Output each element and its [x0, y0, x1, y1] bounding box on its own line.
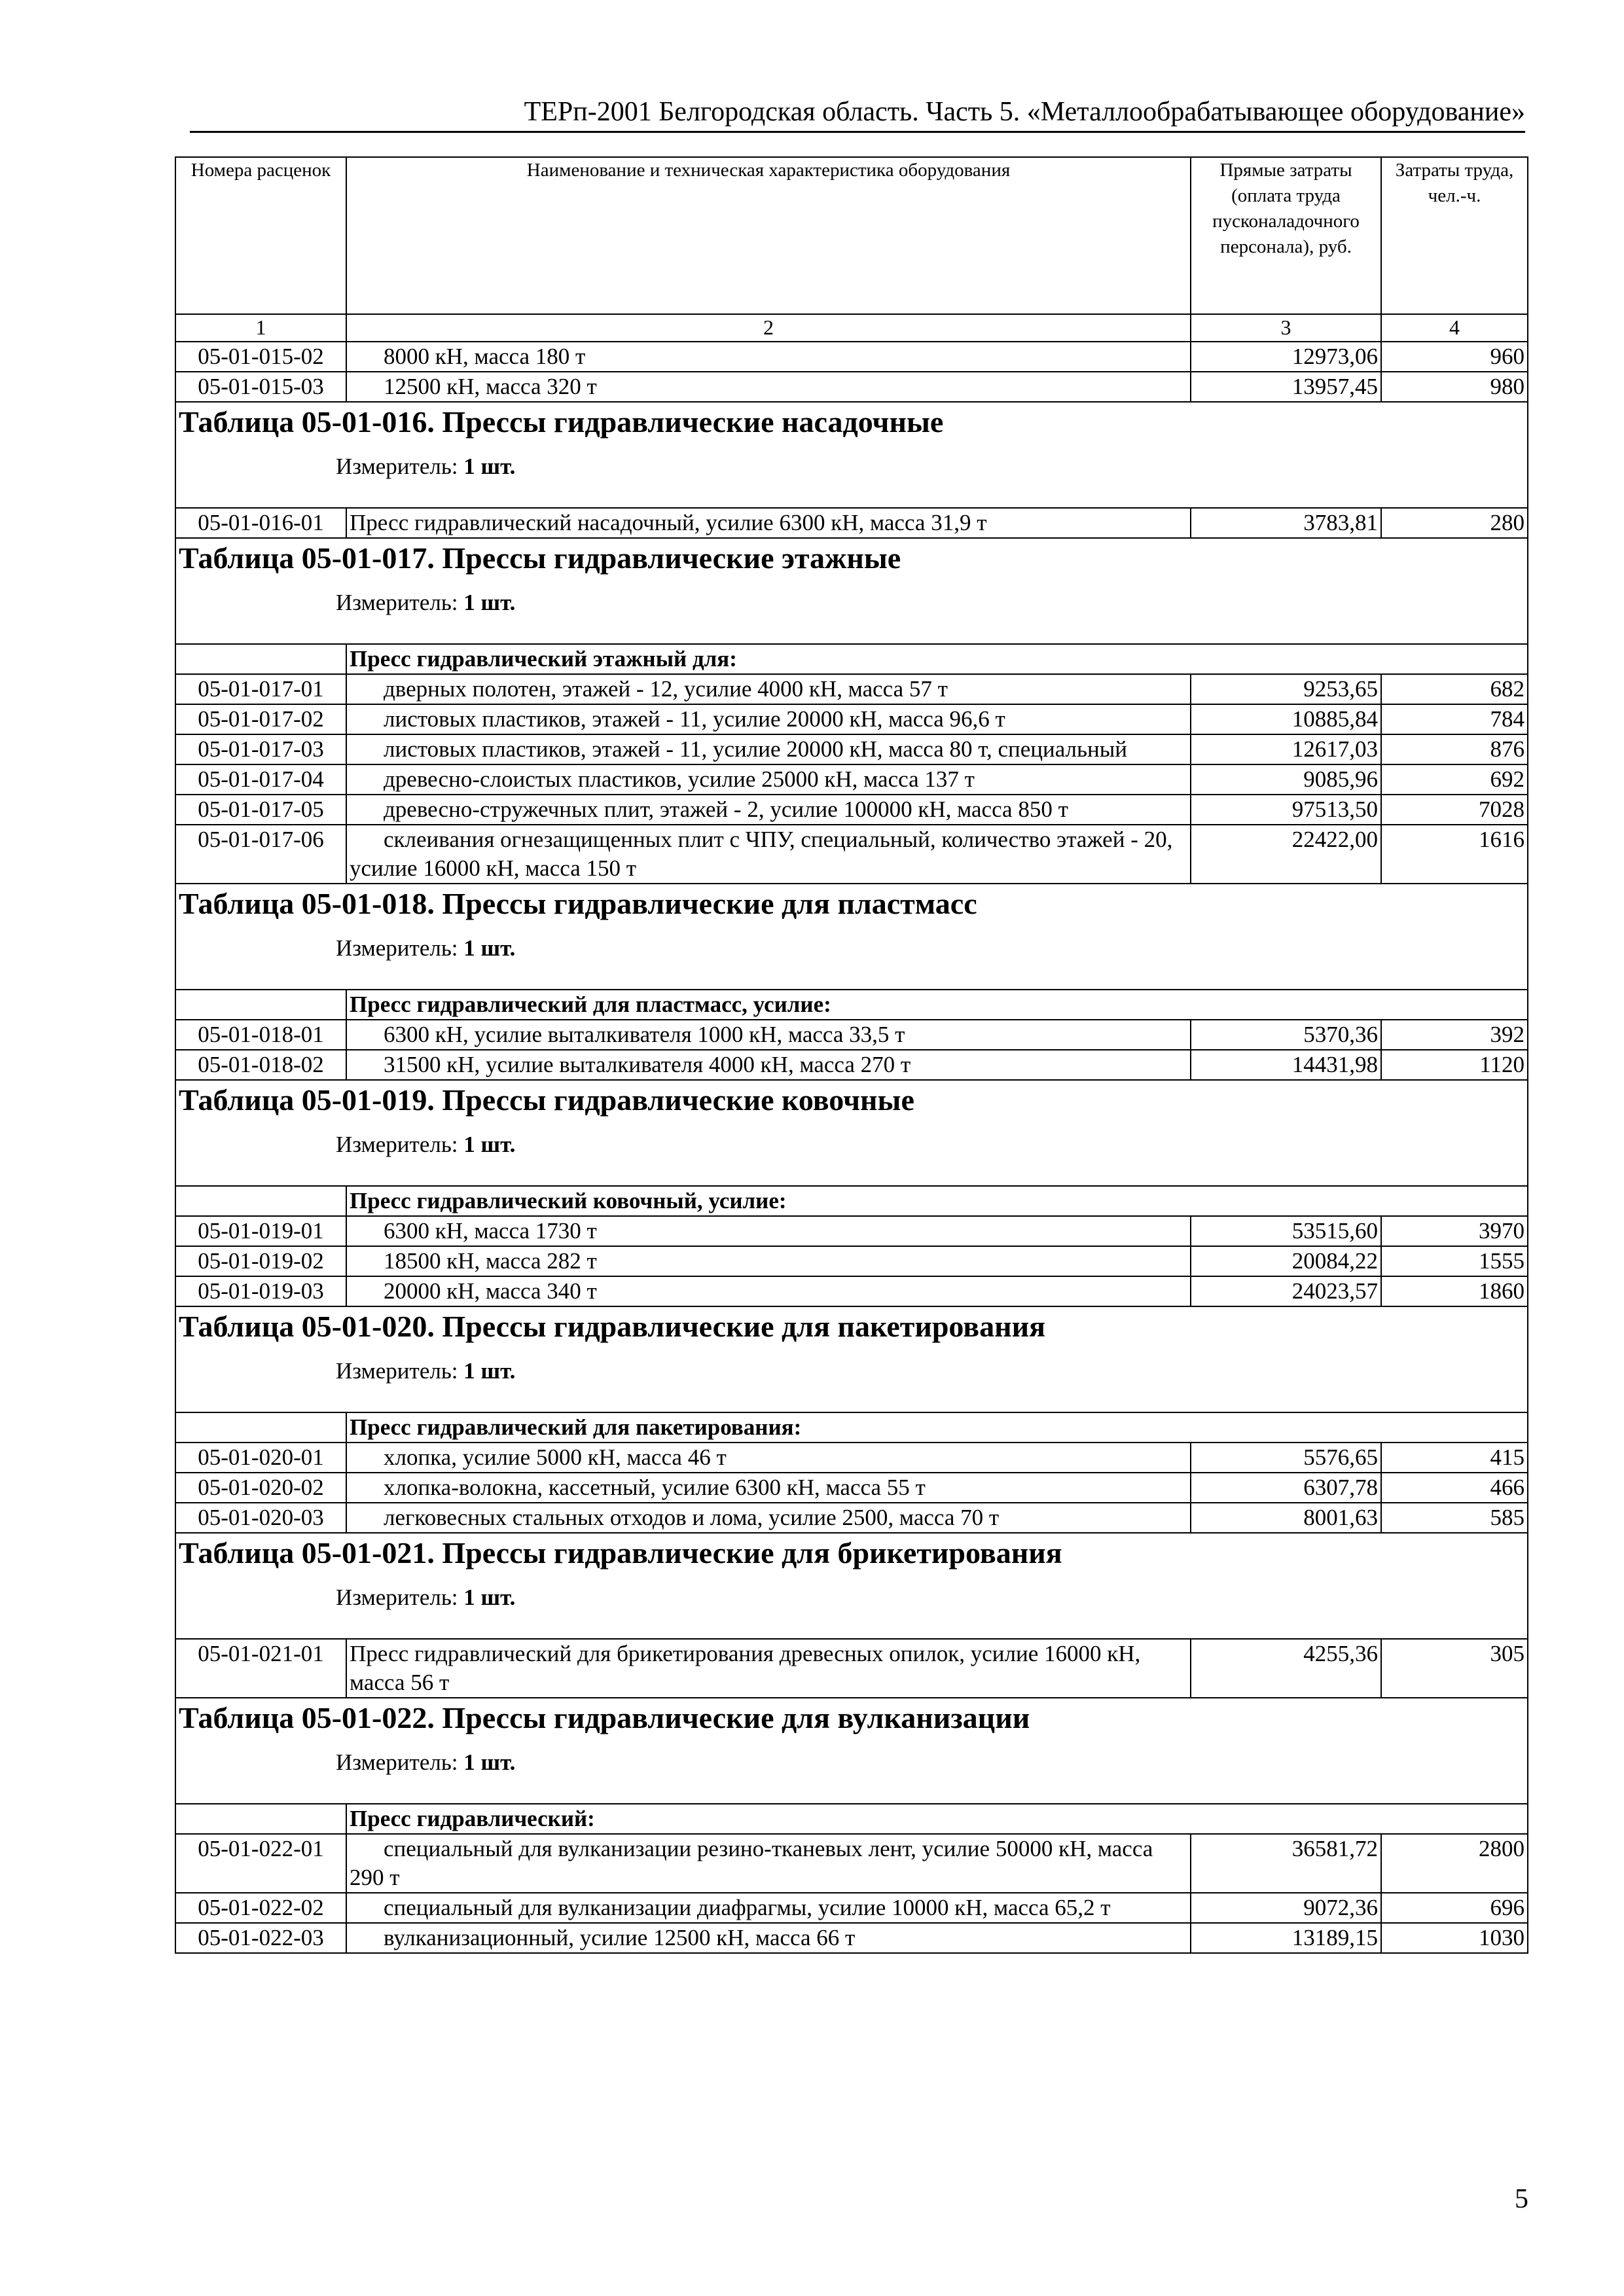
column-number-2: 2: [346, 314, 1191, 342]
column-number-3: 3: [1191, 314, 1381, 342]
direct-cost: 4255,36: [1191, 1639, 1381, 1698]
measure-unit: 1 шт.: [463, 1585, 516, 1610]
table-section-title-row: [175, 1698, 1528, 1804]
equipment-description: вулканизационный, усилие 12500 кН, масса 66 т: [346, 1923, 1191, 1953]
column-header-description: Наименование и техническая характеристика оборудования: [346, 157, 1191, 314]
subheader-label: Пресс гидравлический для пакетирования:: [346, 1412, 1528, 1443]
rate-code: 05-01-022-02: [175, 1893, 346, 1923]
table-row: [175, 1020, 1528, 1050]
labor-cost: 305: [1381, 1639, 1528, 1698]
direct-cost: 5370,36: [1191, 1020, 1381, 1050]
labor-cost: 3970: [1381, 1216, 1528, 1246]
labor-cost: 1030: [1381, 1923, 1528, 1953]
subheader-empty-cell: [175, 990, 346, 1020]
direct-cost: 13957,45: [1191, 372, 1381, 402]
table-section-title-row: [175, 402, 1528, 508]
measure-unit: 1 шт.: [463, 1749, 516, 1775]
subheader-empty-cell: [175, 1804, 346, 1834]
table-section-title-cell: [175, 1306, 1528, 1412]
direct-cost: 10885,84: [1191, 704, 1381, 734]
column-number-row: [175, 314, 1528, 342]
equipment-description: хлопка-волокна, кассетный, усилие 6300 кН, масса 55 т: [346, 1473, 1191, 1503]
measure-unit: 1 шт.: [463, 1132, 516, 1157]
column-number-1: 1: [175, 314, 346, 342]
subheader-row: [175, 990, 1528, 1020]
rate-code: 05-01-018-01: [175, 1020, 346, 1050]
page-header: ТЕРп-2001 Белгородская область. Часть 5. «Металлообрабатывающее оборудование»: [524, 97, 1525, 127]
table-row: [175, 704, 1528, 734]
measure-unit: 1 шт.: [463, 454, 516, 479]
rate-code: 05-01-017-05: [175, 795, 346, 825]
table-section-title-cell: [175, 1698, 1528, 1804]
table-row: [175, 1050, 1528, 1080]
measure-label: Измеритель:: [336, 454, 458, 479]
measure-label: Измеритель:: [336, 590, 458, 615]
direct-cost: 5576,65: [1191, 1443, 1381, 1473]
table-row: [175, 825, 1528, 884]
measure-label: Измеритель:: [336, 1132, 458, 1157]
direct-cost: 24023,57: [1191, 1276, 1381, 1306]
direct-cost: 20084,22: [1191, 1246, 1381, 1276]
rate-code: 05-01-020-01: [175, 1443, 346, 1473]
direct-cost: 14431,98: [1191, 1050, 1381, 1080]
labor-cost: 876: [1381, 734, 1528, 764]
table-section-title-row: [175, 1306, 1528, 1412]
rate-code: 05-01-021-01: [175, 1639, 346, 1698]
measure-unit: 1 шт.: [463, 1358, 516, 1384]
direct-cost: 9253,65: [1191, 674, 1381, 704]
equipment-description: древесно-стружечных плит, этажей - 2, усилие 100000 кН, масса 850 т: [346, 795, 1191, 825]
table-title: Таблица 05-01-021. Прессы гидравлические для брикетирования: [179, 1536, 1062, 1570]
equipment-description: 6300 кН, усилие выталкивателя 1000 кН, масса 33,5 т: [346, 1020, 1191, 1050]
equipment-description: листовых пластиков, этажей - 11, усилие 20000 кН, масса 96,6 т: [346, 704, 1191, 734]
table-row: [175, 1216, 1528, 1246]
measure-label: Измеритель:: [336, 1585, 458, 1610]
subheader-label: Пресс гидравлический ковочный, усилие:: [346, 1186, 1528, 1216]
equipment-description: склеивания огнезащищенных плит с ЧПУ, специальный, количество этажей - 20, усилие 16000 кН, масса 150 т: [346, 825, 1191, 884]
table-row: [175, 764, 1528, 795]
table-section-title-cell: [175, 402, 1528, 508]
equipment-description: 6300 кН, масса 1730 т: [346, 1216, 1191, 1246]
labor-cost: 2800: [1381, 1834, 1528, 1893]
rate-code: 05-01-016-01: [175, 508, 346, 538]
rate-code: 05-01-015-02: [175, 342, 346, 372]
column-number-4: 4: [1381, 314, 1528, 342]
rate-code: 05-01-022-03: [175, 1923, 346, 1953]
equipment-description: хлопка, усилие 5000 кН, масса 46 т: [346, 1443, 1191, 1473]
equipment-description: листовых пластиков, этажей - 11, усилие 20000 кН, масса 80 т, специальный: [346, 734, 1191, 764]
subheader-empty-cell: [175, 1412, 346, 1443]
table-title: Таблица 05-01-017. Прессы гидравлические этажные: [179, 541, 901, 575]
subheader-label: Пресс гидравлический:: [346, 1804, 1528, 1834]
measure-unit: 1 шт.: [463, 590, 516, 615]
table-section-title-cell: [175, 1533, 1528, 1639]
table-section-title-row: [175, 538, 1528, 644]
rate-code: 05-01-017-06: [175, 825, 346, 884]
measure-label: Измеритель:: [336, 1749, 458, 1775]
direct-cost: 6307,78: [1191, 1473, 1381, 1503]
table-title: Таблица 05-01-022. Прессы гидравлические для вулканизации: [179, 1701, 1030, 1734]
table-section-title-cell: [175, 1080, 1528, 1186]
equipment-description: легковесных стальных отходов и лома, усилие 2500, масса 70 т: [346, 1503, 1191, 1533]
table-row: [175, 1276, 1528, 1306]
rate-code: 05-01-019-02: [175, 1246, 346, 1276]
direct-cost: 13189,15: [1191, 1923, 1381, 1953]
equipment-description: Пресс гидравлический для брикетирования древесных опилок, усилие 16000 кН, масса 56 т: [346, 1639, 1191, 1698]
rate-code: 05-01-018-02: [175, 1050, 346, 1080]
table-row: [175, 1893, 1528, 1923]
measure-label: Измеритель:: [336, 1358, 458, 1384]
table-section-title-cell: [175, 538, 1528, 644]
measure-label: Измеритель:: [336, 935, 458, 961]
table-title: Таблица 05-01-018. Прессы гидравлические для пластмасс: [179, 887, 977, 920]
direct-cost: 8001,63: [1191, 1503, 1381, 1533]
direct-cost: 12973,06: [1191, 342, 1381, 372]
equipment-description: древесно-слоистых пластиков, усилие 25000 кН, масса 137 т: [346, 764, 1191, 795]
equipment-description: специальный для вулканизации резино-тканевых лент, усилие 50000 кН, масса 290 т: [346, 1834, 1191, 1893]
rate-code: 05-01-020-02: [175, 1473, 346, 1503]
measure-line: [179, 1357, 1525, 1386]
measure-line: [179, 1130, 1525, 1159]
rate-code: 05-01-017-02: [175, 704, 346, 734]
equipment-description: 8000 кН, масса 180 т: [346, 342, 1191, 372]
labor-cost: 1555: [1381, 1246, 1528, 1276]
table-title: Таблица 05-01-020. Прессы гидравлические для пакетирования: [179, 1310, 1046, 1343]
subheader-row: [175, 1186, 1528, 1216]
table-section-title-row: [175, 1533, 1528, 1639]
equipment-description: Пресс гидравлический насадочный, усилие 6300 кН, масса 31,9 т: [346, 508, 1191, 538]
rate-code: 05-01-022-01: [175, 1834, 346, 1893]
table-row: [175, 1443, 1528, 1473]
labor-cost: 280: [1381, 508, 1528, 538]
labor-cost: 960: [1381, 342, 1528, 372]
table-row: [175, 1923, 1528, 1953]
equipment-description: 31500 кН, усилие выталкивателя 4000 кН, масса 270 т: [346, 1050, 1191, 1080]
direct-cost: 9072,36: [1191, 1893, 1381, 1923]
page-number: 5: [1515, 2184, 1528, 2214]
measure-line: [179, 1748, 1525, 1777]
equipment-description: 18500 кН, масса 282 т: [346, 1246, 1191, 1276]
table-row: [175, 342, 1528, 372]
measure-line: [179, 588, 1525, 617]
direct-cost: 36581,72: [1191, 1834, 1381, 1893]
table-title: Таблица 05-01-019. Прессы гидравлические ковочные: [179, 1083, 914, 1117]
subheader-row: [175, 1412, 1528, 1443]
measure-unit: 1 шт.: [463, 935, 516, 961]
table-row: [175, 1834, 1528, 1893]
rate-code: 05-01-019-01: [175, 1216, 346, 1246]
equipment-description: 20000 кН, масса 340 т: [346, 1276, 1191, 1306]
table-row: [175, 1639, 1528, 1698]
rate-code: 05-01-017-03: [175, 734, 346, 764]
subheader-empty-cell: [175, 644, 346, 674]
labor-cost: 415: [1381, 1443, 1528, 1473]
table-section-title-cell: [175, 884, 1528, 990]
equipment-description: 12500 кН, масса 320 т: [346, 372, 1191, 402]
table-row: [175, 1246, 1528, 1276]
table-row: [175, 508, 1528, 538]
table-row: [175, 1473, 1528, 1503]
measure-line: [179, 934, 1525, 963]
direct-cost: 12617,03: [1191, 734, 1381, 764]
subheader-empty-cell: [175, 1186, 346, 1216]
measure-line: [179, 452, 1525, 481]
labor-cost: 682: [1381, 674, 1528, 704]
column-header-row: [175, 157, 1528, 314]
labor-cost: 392: [1381, 1020, 1528, 1050]
measure-line: [179, 1583, 1525, 1612]
table-title: Таблица 05-01-016. Прессы гидравлические насадочные: [179, 405, 944, 439]
rate-code: 05-01-017-04: [175, 764, 346, 795]
labor-cost: 1860: [1381, 1276, 1528, 1306]
rate-code: 05-01-020-03: [175, 1503, 346, 1533]
table-section-title-row: [175, 1080, 1528, 1186]
table-section-title-row: [175, 884, 1528, 990]
column-header-direct-costs: Прямые затраты (оплата труда пусконаладочного персонала), руб.: [1191, 157, 1381, 314]
rate-code: 05-01-017-01: [175, 674, 346, 704]
table-row: [175, 795, 1528, 825]
rate-code: 05-01-015-03: [175, 372, 346, 402]
direct-cost: 22422,00: [1191, 825, 1381, 884]
column-header-code: Номера расценок: [175, 157, 346, 314]
equipment-description: дверных полотен, этажей - 12, усилие 4000 кН, масса 57 т: [346, 674, 1191, 704]
direct-cost: 97513,50: [1191, 795, 1381, 825]
labor-cost: 784: [1381, 704, 1528, 734]
labor-cost: 7028: [1381, 795, 1528, 825]
rates-table: [175, 156, 1528, 1954]
labor-cost: 980: [1381, 372, 1528, 402]
labor-cost: 466: [1381, 1473, 1528, 1503]
labor-cost: 585: [1381, 1503, 1528, 1533]
subheader-row: [175, 1804, 1528, 1834]
header-rule: [190, 131, 1525, 133]
column-header-labor: Затраты труда, чел.-ч.: [1381, 157, 1528, 314]
labor-cost: 692: [1381, 764, 1528, 795]
direct-cost: 53515,60: [1191, 1216, 1381, 1246]
subheader-label: Пресс гидравлический этажный для:: [346, 644, 1528, 674]
labor-cost: 1120: [1381, 1050, 1528, 1080]
labor-cost: 696: [1381, 1893, 1528, 1923]
table-row: [175, 734, 1528, 764]
rates-table-body: [175, 157, 1528, 1953]
direct-cost: 3783,81: [1191, 508, 1381, 538]
table-row: [175, 674, 1528, 704]
direct-cost: 9085,96: [1191, 764, 1381, 795]
rate-code: 05-01-019-03: [175, 1276, 346, 1306]
equipment-description: специальный для вулканизации диафрагмы, усилие 10000 кН, масса 65,2 т: [346, 1893, 1191, 1923]
labor-cost: 1616: [1381, 825, 1528, 884]
table-row: [175, 372, 1528, 402]
table-row: [175, 1503, 1528, 1533]
subheader-label: Пресс гидравлический для пластмасс, усилие:: [346, 990, 1528, 1020]
subheader-row: [175, 644, 1528, 674]
